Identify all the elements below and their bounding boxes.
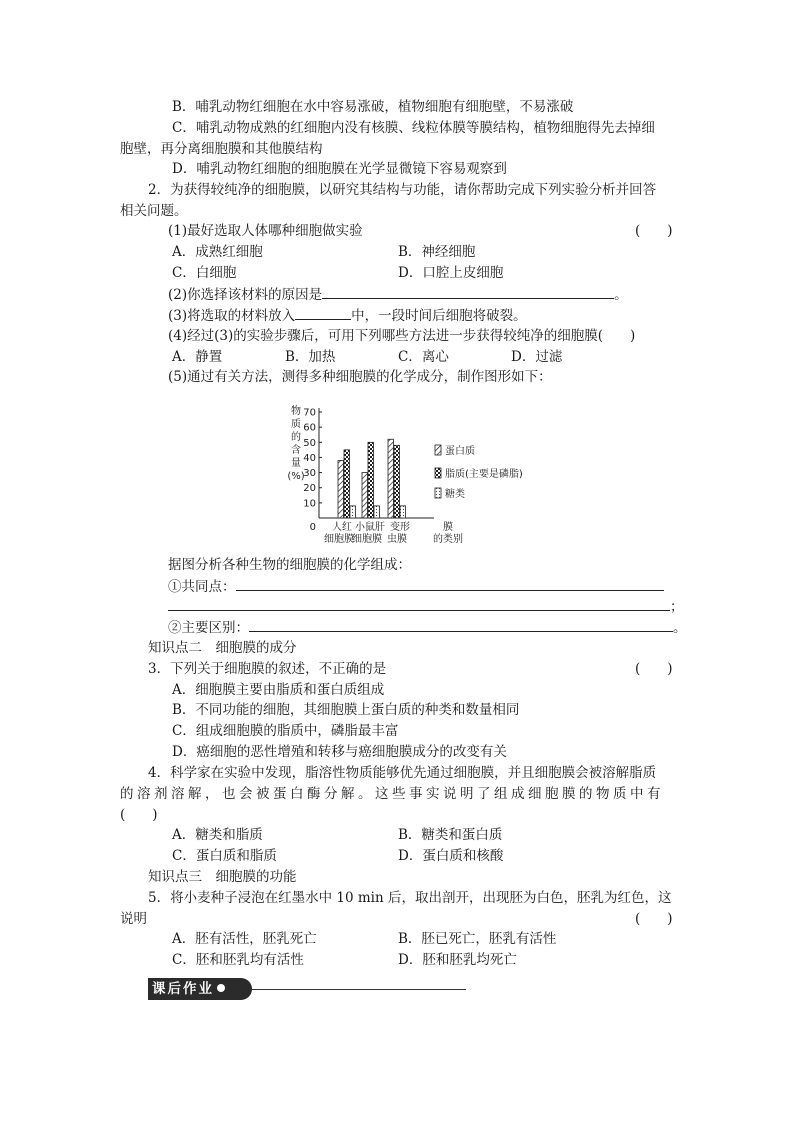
q2-analysis: 据图分析各种生物的细胞膜的化学组成：: [168, 557, 411, 573]
y-axis-label-char: 含: [291, 445, 301, 456]
q1-option-b: B．哺乳动物红细胞在水中容易涨破，植物细胞有细胞壁，不易涨破: [172, 99, 574, 115]
y-axis-label-char: (%): [287, 471, 305, 482]
q2-sub4-option-a: A．静置: [172, 349, 223, 365]
q2-sub4-option-d: D．过滤: [511, 349, 563, 365]
legend-label: 糖类: [445, 489, 465, 500]
q5-option-a: A．胚有活性，胚乳死亡: [172, 931, 317, 947]
q4-answer-paren: ( ): [120, 807, 158, 823]
q2-sub2-end: 。: [614, 287, 628, 303]
q2-sub5: (5)通过有关方法，测得多种细胞膜的化学成分，制作图形如下：: [168, 369, 552, 385]
bar: [344, 450, 350, 518]
legend-swatch: [435, 445, 441, 455]
q2-sub1-option-c: C．白细胞: [172, 265, 237, 281]
x-category-label: 细胞膜: [324, 534, 354, 545]
q2-sub1-option-b: B．神经细胞: [398, 244, 476, 260]
homework-banner-rule: [252, 989, 466, 990]
q2-sub3-answer-blank[interactable]: [295, 305, 351, 320]
section2-heading: 知识点二 细胞膜的成分: [148, 640, 297, 656]
q2-sub4: (4)经过(3)的实验步骤后，可用下列哪些方法进一步获得较纯净的细胞膜( ): [168, 328, 636, 344]
q3-stem: 3．下列关于细胞膜的叙述，不正确的是: [148, 661, 387, 677]
membrane-composition-chart: [282, 400, 552, 550]
q1-option-c-line1: C．哺乳动物成熟的红细胞内没有核膜、线粒体膜等膜结构，植物细胞得先去掉细: [172, 120, 655, 136]
q3-option-d: D．癌细胞的恶性增殖和转移与癌细胞膜成分的改变有关: [172, 744, 507, 760]
q2-sub1-option-d: D．口腔上皮细胞: [398, 265, 504, 281]
q2-difference-label: ②主要区别：: [168, 620, 249, 636]
x-category-label: 变形: [390, 522, 410, 533]
bar: [374, 506, 380, 518]
q5-stem-line2: 说明: [120, 911, 147, 927]
x-category-label: 虫膜: [387, 534, 407, 545]
q2-difference-line: [168, 617, 687, 638]
q2-sub2-answer-blank[interactable]: [322, 284, 614, 299]
q2-common-label: ①共同点：: [168, 579, 236, 595]
bar: [338, 460, 344, 518]
q5-option-d: D．胚和胚乳均死亡: [398, 952, 517, 968]
q4-stem-line2: 的溶剂溶解，也会被蛋白酶分解。这些事实说明了组成细胞膜的物质中有: [120, 786, 664, 802]
homework-banner-label: [148, 978, 252, 1000]
q2-common-answer-blank-2[interactable]: [168, 596, 670, 611]
x-category-label: 小鼠肝: [355, 522, 385, 533]
x-axis-title: [433, 520, 463, 545]
y-tick-label: 10: [303, 498, 316, 510]
x-axis-title-text: 的类别: [433, 534, 463, 545]
y-tick-label: 0: [309, 522, 316, 533]
y-axis-label: [287, 404, 304, 482]
q3-option-c: C．组成细胞膜的脂质中，磷脂最丰富: [172, 723, 399, 739]
q2-common-line: [168, 576, 664, 597]
q2-stem-line1: 2．为获得较纯净的细胞膜，以研究其结构与功能，请你帮助完成下列实验分析并回答: [148, 182, 657, 198]
q2-sub3-text-b: 中，一段时间后细胞将破裂。: [351, 308, 527, 324]
q5-answer-paren: ( ): [635, 911, 673, 927]
legend-label: 脂质(主要是磷脂): [445, 469, 523, 480]
legend-swatch: [435, 468, 441, 478]
y-axis-label-char: 量: [291, 458, 301, 469]
q3-answer-paren: ( ): [635, 661, 673, 677]
y-tick-label: 30: [303, 468, 316, 480]
q5-option-b: B．胚已死亡，胚乳有活性: [398, 931, 557, 947]
q2-sub4-option-b: B．加热: [285, 349, 336, 365]
q4-option-c: C．蛋白质和脂质: [172, 848, 277, 864]
y-axis-label-char: 质: [291, 419, 301, 430]
q2-sub2-line: [168, 284, 628, 305]
q2-sub1-option-a: A．成熟红细胞: [172, 244, 263, 260]
bar: [394, 445, 400, 518]
bar: [350, 506, 356, 518]
bar: [388, 439, 394, 518]
x-category-label: 人红: [332, 522, 352, 533]
legend: [435, 444, 523, 500]
q2-difference-end: 。: [673, 620, 687, 636]
q1-option-c-line2: 胞壁，再分离细胞膜和其他膜结构: [120, 141, 323, 157]
y-tick-label: 60: [303, 422, 316, 434]
q2-sub1-answer-paren: ( ): [635, 223, 673, 239]
x-category-label: 细胞膜: [352, 534, 382, 545]
q2-common-answer-blank[interactable]: [236, 576, 664, 591]
q3-option-b: B．不同功能的细胞，其细胞膜上蛋白质的种类和数量相同: [172, 702, 520, 718]
y-tick-label: 20: [303, 483, 316, 495]
section3-heading: 知识点三 细胞膜的功能: [148, 869, 297, 885]
q2-sub4-option-c: C．离心: [398, 349, 449, 365]
x-category-labels: [324, 520, 410, 545]
bar: [368, 442, 374, 518]
bars: [338, 439, 406, 518]
q4-stem-line1: 4．科学家在实验中发现，脂溶性物质能够优先通过细胞膜，并且细胞膜会被溶解脂质: [148, 765, 657, 781]
y-tick-label: 70: [303, 407, 316, 419]
q2-sub3-text-a: (3)将选取的材料放入: [168, 308, 296, 324]
x-axis-title-text: 膜: [443, 522, 453, 533]
legend-label: 蛋白质: [445, 446, 475, 457]
q5-stem-line1: 5．将小麦种子浸泡在红墨水中 10 min 后，取出剖开，出现胚为白色，胚乳为红色，这: [148, 890, 672, 906]
q4-option-a: A．糖类和脂质: [172, 827, 263, 843]
q5-option-c: C．胚和胚乳均有活性: [172, 952, 304, 968]
q2-sub3-line: [168, 305, 527, 326]
homework-banner-text: 课后作业: [152, 981, 214, 997]
q2-common-line2: [168, 596, 684, 617]
q1-option-d: D．哺乳动物红细胞的细胞膜在光学显微镜下容易观察到: [172, 161, 507, 177]
y-tick-label: 40: [303, 452, 316, 464]
q2-stem-line2: 相关问题。: [120, 203, 188, 219]
y-tick-label: 50: [303, 437, 316, 449]
bar: [362, 473, 368, 518]
q2-sub1: (1)最好选取人体哪种细胞做实验: [168, 223, 363, 239]
chart-axes: [319, 408, 434, 518]
q2-sub2-text: (2)你选择该材料的原因是: [168, 287, 323, 303]
y-axis-label-char: 物: [291, 406, 301, 417]
q2-difference-answer-blank[interactable]: [249, 617, 673, 632]
bar: [400, 506, 406, 518]
y-axis-label-char: 的: [291, 432, 301, 443]
q4-option-b: B．糖类和蛋白质: [398, 827, 503, 843]
q4-option-d: D．蛋白质和核酸: [398, 848, 504, 864]
bullet-dot-icon: [217, 984, 225, 992]
legend-swatch: [435, 488, 441, 498]
q2-common-end: ；: [670, 599, 684, 615]
q3-option-a: A．细胞膜主要由脂质和蛋白质组成: [172, 682, 385, 698]
